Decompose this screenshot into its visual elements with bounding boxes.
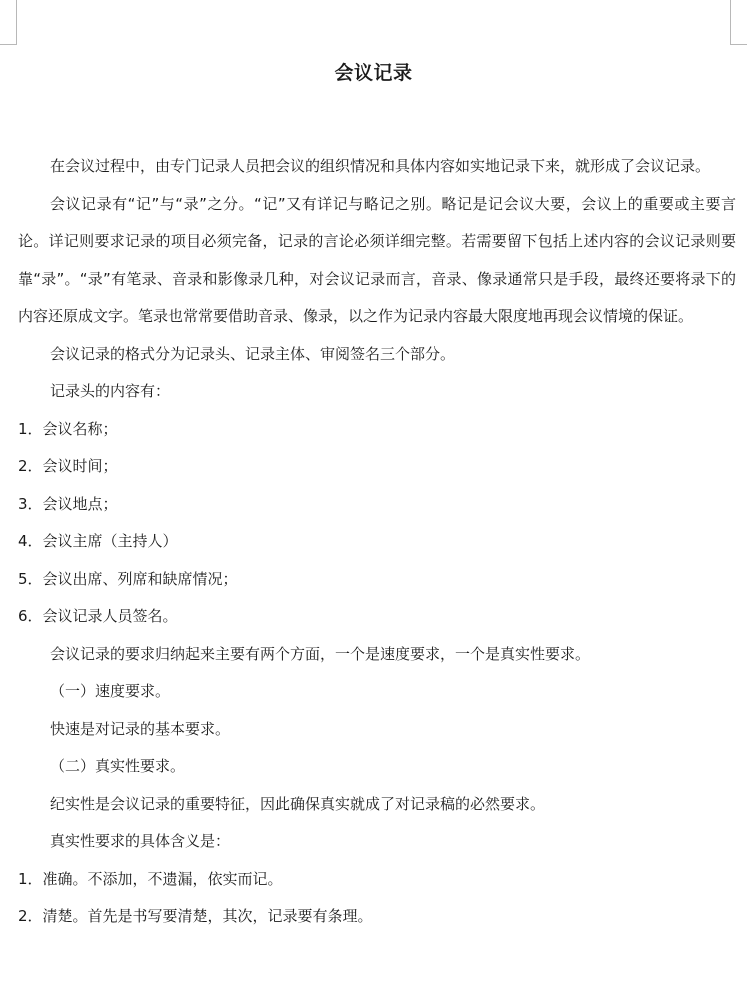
list-item: 3．会议地点；	[18, 494, 118, 513]
page-corner-mark-left	[0, 0, 17, 45]
paragraph-ji-lu: 会议记录有“记”与“录”之分。“记”又有详记与略记之别。略记是记会议大要，会议上的重要或主要言论。详记则要求记录的项目必须完备，记录的言论必须详细完整。若需要留下包括上述内容的会议记录则要靠“录”。“录”有笔录、音录和影像录几种，对会议记录而言，音录、像录通常只是手段，最终还要将录下的内容还原成文字。笔录也常常要借助音录、像录，以之作为记录内容最大限度地再现会议情境的保证。	[18, 194, 736, 325]
document-title: 会议记录	[334, 62, 413, 84]
paragraph-intro: 在会议过程中，由专门记录人员把会议的组织情况和具体内容如实地记录下来，就形成了会议记录。	[50, 157, 711, 175]
paragraph-speed: 快速是对记录的基本要求。	[50, 719, 231, 738]
section-heading-authenticity: （二）真实性要求。	[50, 757, 186, 775]
paragraph-requirements: 会议记录的要求归纳起来主要有两个方面，一个是速度要求，一个是真实性要求。	[50, 644, 591, 663]
list-item: 1．准确。不添加，不遗漏，依实而记。	[18, 869, 283, 888]
list-item: 2．清楚。首先是书写要清楚，其次，记录要有条理。	[18, 907, 373, 925]
list-item: 5．会议出席、列席和缺席情况；	[18, 569, 238, 588]
list-item: 1．会议名称；	[18, 419, 118, 438]
page-corner-mark-right	[730, 0, 747, 45]
document-body	[18, 148, 736, 936]
list-item: 4．会议主席（主持人）	[18, 532, 178, 550]
paragraph-authenticity-meaning: 真实性要求的具体含义是：	[50, 832, 231, 850]
paragraph-authenticity: 纪实性是会议记录的重要特征，因此确保真实就成了对记录稿的必然要求。	[50, 794, 546, 813]
paragraph-format: 会议记录的格式分为记录头、记录主体、审阅签名三个部分。	[50, 344, 456, 363]
list-item: 6．会议记录人员签名。	[18, 607, 178, 625]
paragraph-header-contents: 记录头的内容有：	[50, 382, 171, 400]
section-heading-speed: （一）速度要求。	[50, 682, 171, 700]
list-item: 2．会议时间；	[18, 457, 118, 475]
